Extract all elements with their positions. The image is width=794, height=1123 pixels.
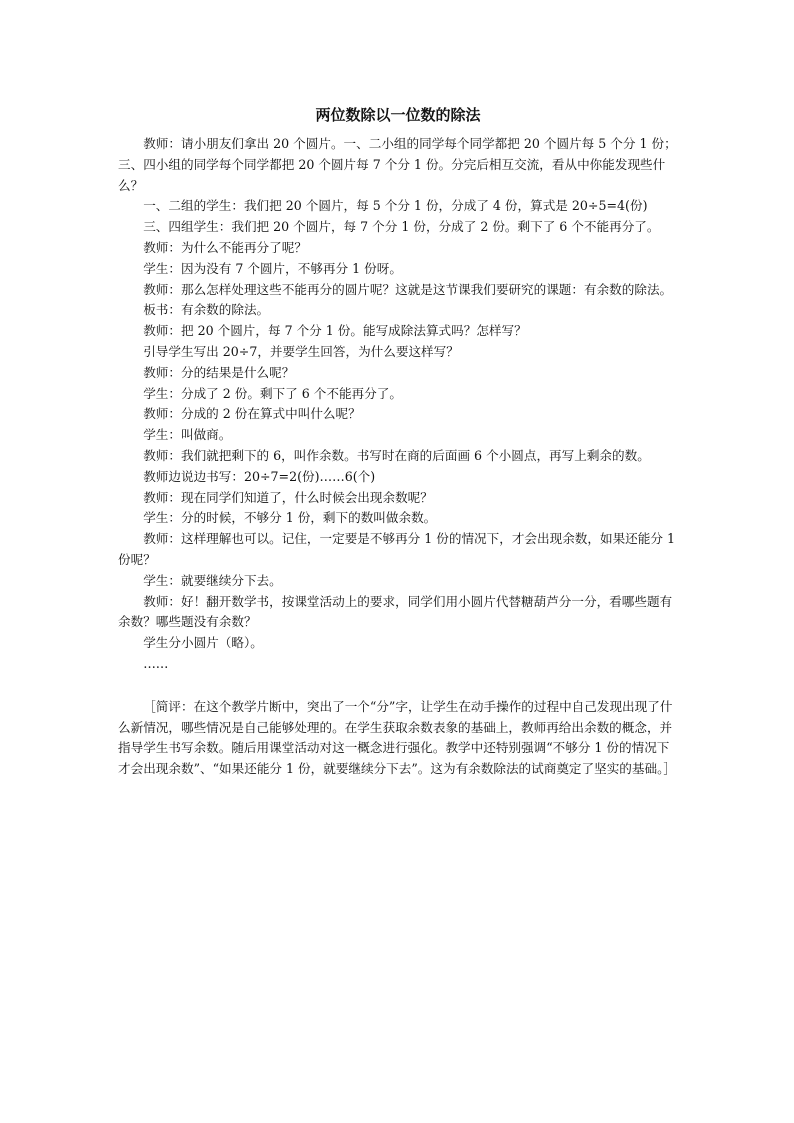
blank-line [118,675,678,697]
paragraph: 教师：这样理解也可以。记住，一定要是不够再分 1 份的情况下，才会出现余数，如果还能分 1 份呢？ [118,531,675,567]
paragraph: 教师：分的结果是什么呢？ [143,364,295,380]
paragraph: 学生：因为没有 7 个圆片，不够再分 1 份呀。 [143,260,402,276]
paragraph: 教师：现在同学们知道了，什么时候会出现余数呢？ [143,489,433,505]
paragraph: 学生分小圆片（略）。 [143,635,263,651]
paragraph: 三、四组学生：我们把 20 个圆片，每 7 个分 1 份，分成了 2 份。剩下了 6 个不能再分了。 [143,219,660,235]
paragraph: 教师边说边书写：20÷7=2(份)……6(个) [143,468,376,484]
paragraph: 教师：为什么不能再分了呢？ [143,239,307,255]
paragraph: 学生：叫做商。 [143,427,232,443]
document-title: 两位数除以一位数的除法 [315,106,481,124]
paragraph: 教师：我们就把剩下的 6，叫作余数。书写时在商的后面画 6 个小圆点，再写上剩余的数。 [143,447,650,463]
paragraph: 板书：有余数的除法。 [143,302,270,318]
paragraph: 引导学生写出 20÷7，并要学生回答，为什么要这样写？ [143,343,459,359]
paragraph: 教师：好！翻开数学书，按课堂活动上的要求，同学们用小圆片代替糖葫芦分一分，看哪些题有余数？哪些题没有余数？ [118,593,673,630]
paragraph: 学生：分的时候，不够分 1 份，剩下的数叫做余数。 [143,510,437,526]
paragraph: 教师：把 20 个圆片，每 7 个分 1 份。能写成除法算式吗？怎样写？ [143,323,527,339]
paragraph: 一、二组的学生：我们把 20 个圆片，每 5 个分 1 份，分成了 4 份，算式是 20÷5=4(份) [143,198,648,214]
document-page [118,104,678,780]
paragraph: 教师：那么怎样处理这些不能再分的圆片呢？这就是这节课我们要研究的课题：有余数的除法。 [143,281,673,297]
paragraph: 教师：请小朋友们拿出 20 个圆片。一、二小组的同学每个同学都把 20 个圆片每 5 个分 1 份；三、四小组的同学每个同学都把 20 个圆片每 7 个分 1 份。分完后相互交流，看从中你能发现些什么？ [118,136,677,193]
commentary-paragraph: ［简评：在这个教学片断中，突出了一个“分”字，让学生在动手操作的过程中自己发现出现了什么新情况，哪些情况是自己能够处理的。在学生获取余数表象的基础上，教师再给出余数的概念，并指导学生书写余数。随后用课堂活动对这一概念进行强化。教学中还特别强调“不够分 1 份的情况下才会出现余数”、“如果还能分 1 份，就要继续分下去”。这为有余数除法的试商奠定了坚实的基础。］ [118,698,676,777]
paragraph: 学生：就要继续分下去。 [143,572,282,588]
ellipsis-line: …… [143,655,169,671]
paragraph: 学生：分成了 2 份。剩下了 6 个不能再分了。 [143,385,402,401]
paragraph: 教师：分成的 2 份在算式中叫什么呢？ [143,406,361,422]
